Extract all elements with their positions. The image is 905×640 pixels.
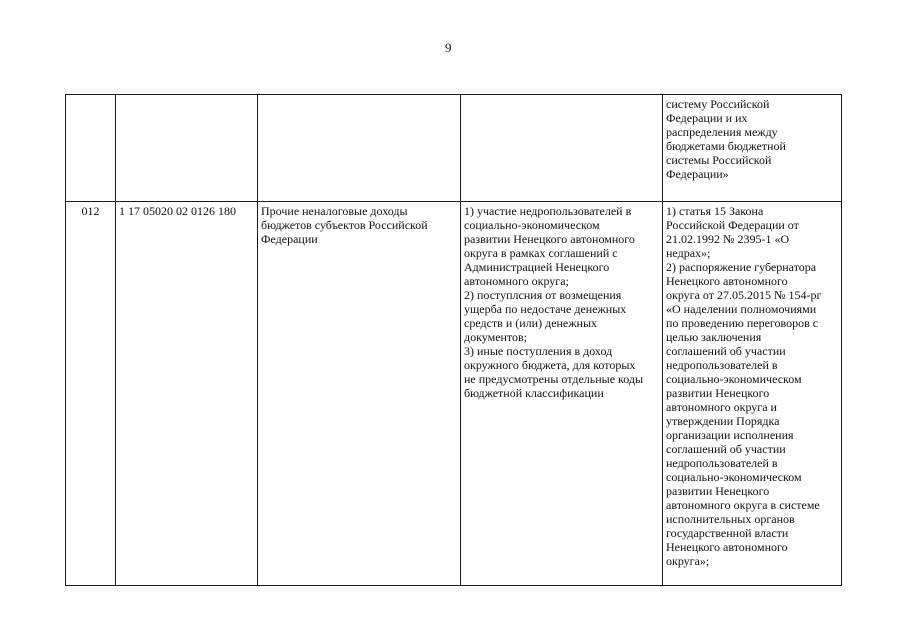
- text-line: развитии Ненецкого автономного: [464, 232, 635, 246]
- text-line: организации исполнения: [666, 428, 794, 442]
- text-line: системы Российской: [666, 153, 772, 167]
- text-line: недропользователей в: [666, 358, 778, 372]
- kbk-code: 1 17 05020 02 0126 180: [119, 204, 236, 218]
- text-line: недрах»;: [666, 246, 711, 260]
- text-line: Прочие неналоговые доходы: [261, 204, 408, 218]
- text-line: развитии Ненецкого: [666, 386, 770, 400]
- cell-income-name: [258, 95, 461, 202]
- text-line: автономного округа в системе: [666, 498, 820, 512]
- text-line: 1) участие недропользователей в: [464, 204, 632, 218]
- text-line: Администрацией Ненецкого: [464, 260, 610, 274]
- text-line: Российской Федерации от: [666, 218, 799, 232]
- text-line: автономного округа;: [464, 274, 569, 288]
- page-number: 9: [445, 40, 452, 55]
- cell-kbk: [116, 202, 258, 586]
- text-line: не предусмотрены отдельные коды: [464, 372, 644, 386]
- text-line: развитии Ненецкого: [666, 484, 770, 498]
- text-line: 2) поступлсния от возмещения: [464, 288, 622, 302]
- text-line: утверждении Порядка: [666, 414, 780, 428]
- cell-description: [461, 95, 663, 202]
- text-line: Ненецкого автономного: [666, 274, 788, 288]
- text-line: окружного бюджета, для которых: [464, 358, 636, 372]
- text-line: Федерации: [261, 232, 318, 246]
- cell-kbk: [116, 95, 258, 202]
- text-line: бюджетами бюджетной: [666, 139, 786, 153]
- cell-description: [461, 202, 663, 586]
- text-line: Ненецкого автономного: [666, 540, 788, 554]
- text-line: документов;: [464, 330, 528, 344]
- text-line: округа»;: [666, 554, 710, 568]
- text-line: бюджетов субъектов Российской: [261, 218, 428, 232]
- text-line: социально-экономическом: [666, 372, 802, 386]
- text-line: «О наделении полномочиями: [666, 302, 817, 316]
- text-line: Федерации»: [666, 167, 729, 181]
- text-line: 21.02.1992 № 2395-1 «О: [666, 232, 790, 246]
- text-line: систему Российской: [666, 97, 770, 111]
- text-line: распределения между: [666, 125, 778, 139]
- document-table: [65, 94, 842, 586]
- text-line: по проведению переговоров с: [666, 316, 819, 330]
- cell-income-name: [258, 202, 461, 586]
- table-row-012: [66, 202, 842, 586]
- text-line: Федерации и их: [666, 111, 748, 125]
- text-line: исполнительных органов: [666, 512, 795, 526]
- cell-legal-basis: [663, 95, 842, 202]
- text-line: целью заключения: [666, 330, 762, 344]
- text-line: соглашений об участии: [666, 442, 786, 456]
- cell-legal-basis: [663, 202, 842, 586]
- text-line: округа от 27.05.2015 № 154-рг: [666, 288, 822, 302]
- text-line: социально-экономическом: [666, 470, 802, 484]
- table-row-continued: [66, 95, 842, 202]
- cell-admin-code: [66, 95, 116, 202]
- text-line: 1) статья 15 Закона: [666, 204, 764, 218]
- text-line: государственной власти: [666, 526, 789, 540]
- text-line: соглашений об участии: [666, 344, 786, 358]
- text-line: социально-экономическом: [464, 218, 600, 232]
- admin-code: 012: [81, 204, 100, 218]
- text-line: автономного округа и: [666, 400, 777, 414]
- cell-admin-code: [66, 202, 116, 586]
- text-line: недропользователей в: [666, 456, 778, 470]
- text-line: ущерба по недостаче денежных: [464, 302, 627, 316]
- text-line: бюджетной классификации: [464, 386, 604, 400]
- text-line: 3) иные поступления в доход: [464, 344, 613, 358]
- text-line: округа в рамках соглашений с: [464, 246, 618, 260]
- text-line: средств и (или) денежных: [464, 316, 598, 330]
- text-line: 2) распоряжение губернатора: [666, 260, 817, 274]
